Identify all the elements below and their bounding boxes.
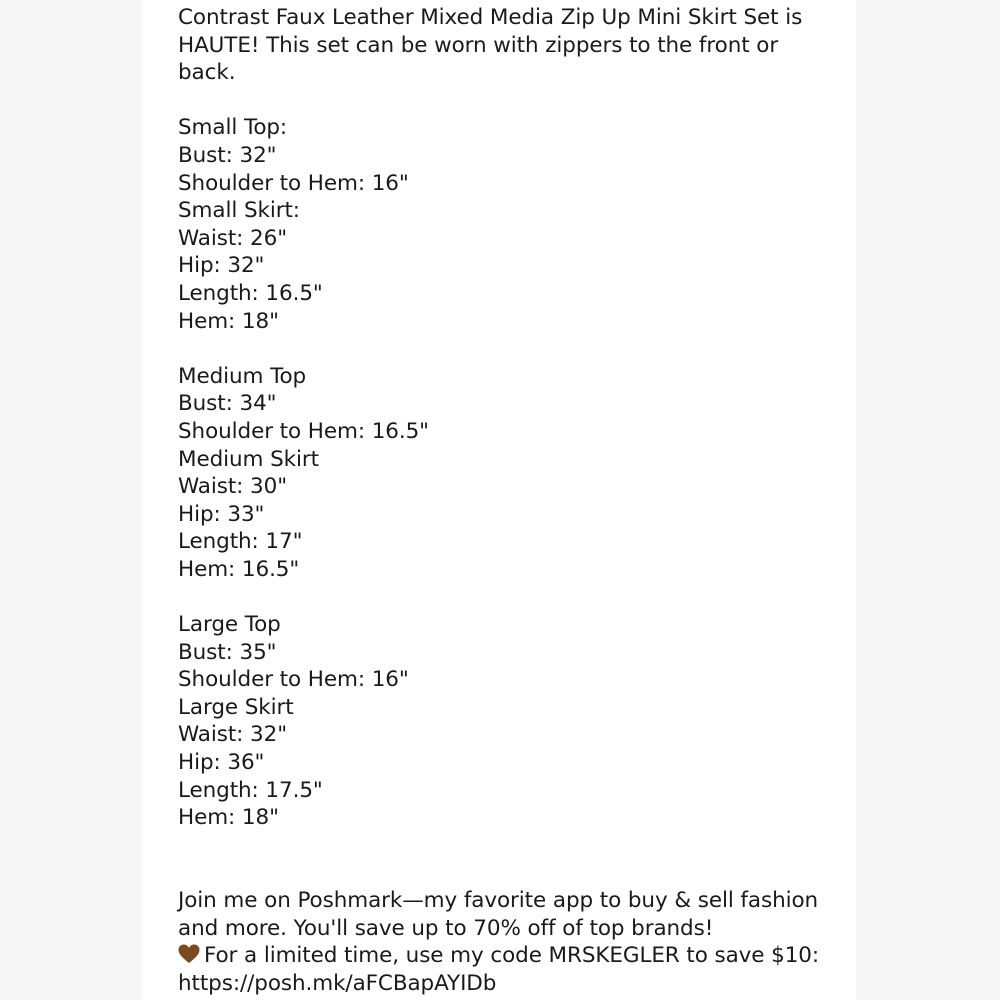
size-heading: Medium Top [178,363,307,389]
size-heading: Large Top [178,612,281,638]
size-block-medium [178,363,818,584]
spacer [178,832,818,887]
size-block-small [178,114,818,335]
intro-line: Contrast Faux Leather Mixed Media Zip Up Mini Skirt Set is [178,5,803,30]
size-heading: Small Top: [178,115,288,141]
measurement-line: Hem: 18" [178,308,279,334]
referral-link[interactable]: https://posh.mk/aFCBapAYIDb [178,970,497,996]
promo-line: Join me on Poshmark—my favorite app to buy & sell fashion [178,888,819,913]
measurement-line: Hem: 18" [178,805,279,831]
promo-line: and more. You'll save up to 70% off of top brands! [178,915,714,941]
measurement-line: Waist: 32" [178,722,287,748]
measurement-line: Waist: 26" [178,225,287,251]
size-block-large [178,611,818,832]
listing-description-text [178,4,818,997]
brown-heart-icon [178,944,200,964]
measurement-line: Hip: 32" [178,253,265,279]
measurement-line: Length: 16.5" [178,280,323,306]
measurement-line: Bust: 35" [178,639,277,665]
measurement-line: Bust: 34" [178,391,277,417]
measurement-line: Length: 17.5" [178,777,323,803]
promo-code-line [178,942,818,970]
size-heading: Medium Skirt [178,446,319,472]
size-heading: Large Skirt [178,694,294,720]
measurement-line: Shoulder to Hem: 16" [178,667,409,693]
promo-block [178,887,818,997]
measurement-line: Waist: 30" [178,474,287,500]
spacer [178,87,818,115]
measurement-line: Hem: 16.5" [178,556,300,582]
measurement-line: Length: 17" [178,529,303,555]
spacer [178,335,818,363]
measurement-line: Bust: 32" [178,142,277,168]
measurement-line: Hip: 36" [178,750,265,776]
measurement-line: Shoulder to Hem: 16.5" [178,418,429,444]
size-heading: Small Skirt: [178,198,300,224]
intro-line: HAUTE! This set can be worn with zippers to the front or [178,32,779,58]
intro-line: back. [178,60,236,86]
promo-code-text: For a limited time, use my code MRSKEGLER to save $10: [204,943,820,969]
measurement-line: Hip: 33" [178,501,265,527]
spacer [178,583,818,611]
measurement-line: Shoulder to Hem: 16" [178,170,409,196]
